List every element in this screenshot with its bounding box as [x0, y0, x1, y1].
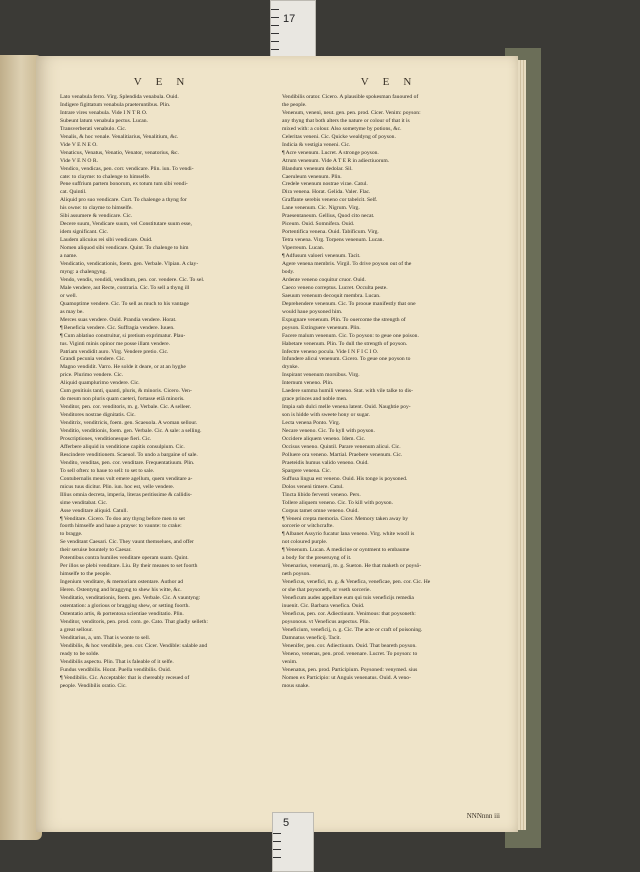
dictionary-line: Nomen ex Participio: ut Anguis venenatus. Ouid. A veno-	[282, 674, 411, 681]
dictionary-line: the people.	[282, 101, 307, 108]
dictionary-line: Transverberati venabulo. Cic.	[60, 125, 127, 132]
dictionary-line: cat. Quintil.	[60, 189, 87, 196]
dictionary-line: Occidere aliquem veneno. Idem. Cic.	[282, 435, 366, 442]
dictionary-line: Venditor, pen. cor. venditoris, m. g. Verbale. Cic. A selleer.	[60, 404, 192, 411]
dictionary-line: venim.	[282, 658, 298, 665]
dictionary-line: Venaticus, Venatus, Venatio, Venator, venatorius, &c.	[60, 149, 179, 156]
dictionary-line: as may be.	[60, 308, 84, 315]
dictionary-line: Laedere summa humili veneno. Stat. with vile talke to dis-	[282, 388, 413, 395]
dictionary-line: ¶ Venenum. Lucan. A medicine or oyntment to embaume	[282, 547, 410, 554]
dictionary-line: tus. Viginti minis opinor me posse illam vendere.	[60, 340, 171, 347]
signature-mark: NNNnnn iii	[466, 812, 500, 820]
dictionary-line: ¶ Acre venenum. Lucret. A stronge poyson.	[282, 149, 379, 156]
dictionary-line: Ostentatio artis, & portentosa scientiae venditatio. Plin.	[60, 610, 184, 617]
dictionary-line: people. Vendibilis oratio. Cic.	[60, 682, 127, 689]
dictionary-line: Celeritas veneni. Cic. Quicke wealdyng of poyson.	[282, 133, 396, 140]
dictionary-line: Veneficus, venefici, m. g. & Venefica, veneficae, pen. cor. Cic. He	[282, 579, 431, 586]
dictionary-line: Ingenium venditare, & memoriam ostentare. Author ad	[60, 579, 184, 586]
dictionary-line: Lato venabula ferro. Virg. Splendida venabula. Ouid.	[60, 94, 179, 100]
dictionary-line: Deprehendere venenum. Cic. To prooue manifestly that one	[282, 300, 416, 307]
dictionary-line: Venditrix, venditricis, foem. gen. Scaeuola. A woman sellour.	[60, 420, 198, 427]
dictionary-line: Indigere figittatum venabula praeteruntibus. Plin.	[60, 101, 171, 108]
dictionary-line: would haue poysoned him.	[282, 308, 343, 315]
dictionary-line: Subeunt latum venabula pectus. Lucan.	[60, 117, 148, 124]
dictionary-line: Habetare venenum. Plin. To dull the strength of poyson.	[282, 340, 408, 347]
dictionary-line: Venditarius, a, um. That is wonte to sell.	[60, 634, 151, 641]
dictionary-line: idem significant. Cic.	[60, 229, 109, 236]
dictionary-line: micus tuus dicitur. Plin. iun. hoc est, velle vendere.	[60, 483, 175, 490]
dictionary-line: Vide V E N E O.	[60, 141, 98, 148]
dictionary-line: Laudem alicuius rei sibi vendicare. Ouid.	[60, 237, 153, 244]
dictionary-line: a body for the preseruyng of it.	[282, 555, 352, 562]
dictionary-line: Expugnare venenum. Plin. To ouercome the strength of	[282, 316, 406, 323]
dictionary-line: Pene suffrium partem bonorum, ex totum tum sibi vendi-	[60, 181, 188, 188]
dictionary-line: Necare veneno. Cic. To kyll with poyson.	[282, 428, 375, 435]
dictionary-line: Proscriptiones, venditionesque fieri. Cic.	[60, 435, 152, 442]
dictionary-line: Polluere ora veneno. Martial. Praebere venenum. Cic.	[282, 451, 403, 458]
dictionary-line: Fundus vendibilis. Horat. Puella vendibilis. Ouid.	[60, 666, 172, 673]
dictionary-line: Lane venenum. Cic. Nigrum. Virg.	[282, 205, 360, 212]
dictionary-line: Saeuum venenum decoquit membra. Lucan.	[282, 292, 381, 299]
dictionary-line: Graffante serebis veneno cor tabelcit. Self.	[282, 197, 378, 204]
dictionary-line: Atrum venenum. Vide A T E R in adiectiuorum.	[282, 157, 390, 164]
dictionary-line: not coloured purple.	[282, 539, 328, 546]
dictionary-line: Portentifica venena. Ouid. Tabificum. Virg.	[282, 229, 379, 236]
dictionary-line: or she that poysoneth, or vseth sorcerie.	[282, 587, 371, 594]
dictionary-line: Tollere aliquem veneno. Cic. To kill with poyson.	[282, 499, 393, 506]
right-column	[282, 76, 504, 690]
dictionary-line: Sibi assumere & vendicare. Cic.	[60, 213, 133, 220]
dictionary-line: Occisus veneno. Quintil. Parare venenum alicui. Cic.	[282, 443, 401, 450]
ruler-top-label: 17	[283, 13, 296, 25]
dictionary-line: Dira venena. Horat. Gelida. Valer. Flac.	[282, 189, 371, 196]
dictionary-line: Facere malum venenum. Cic. To poyson: to geue one poison.	[282, 332, 419, 339]
dictionary-line: Vendo, vendis, vendidi, venditum, pen. cor. vendere. Cic. To sel.	[60, 276, 205, 283]
dictionary-line: Internum veneno. Plin.	[282, 380, 334, 387]
dictionary-line: Cum genitiuis tanti, quanti, pluris, & minoris. Cicero. Ven-	[60, 388, 192, 395]
dictionary-line: their seruise bountely to Caesar.	[60, 547, 132, 554]
dictionary-line: Heren. Ostentyng and braggyng to shew his witte, &c.	[60, 587, 182, 594]
dictionary-line: Caeco veneno correptus. Lucret. Occulta peste.	[282, 284, 388, 291]
dictionary-line: Tetra venena. Virg. Torpens venenum. Lucan.	[282, 237, 384, 244]
dictionary-line: a name.	[60, 253, 78, 260]
dictionary-line: Nomen aliquod sibi vendicare. Quint. To chalenge to him	[60, 245, 189, 252]
dictionary-line: Se venditant Caesari. Cic. They vaunt themselues, and offer	[60, 539, 194, 546]
dictionary-line: Afferbere aliquid in venditione capitis consulpium. Cic.	[60, 443, 185, 450]
dictionary-line: ¶ Vendibilis. Cic. Acceptable: that is chereably receued of	[60, 674, 190, 681]
dictionary-line: Vendibilis aspectu. Plin. That is faleable of it selfe.	[60, 658, 174, 665]
measuring-ruler-bottom	[272, 812, 314, 872]
dictionary-line: Vendibilis, & hoc vendibile, pen. cor. Cicer. Vendible: salable and	[60, 642, 208, 649]
dictionary-line: Merces suas vendere. Ouid. Prandia vendere. Horat.	[60, 316, 177, 323]
dictionary-line: Venditores nostrae dignitatis. Cic.	[60, 412, 136, 419]
dictionary-line: Contubernalis meus vult emere agellum, quem venditare a-	[60, 475, 193, 482]
dictionary-line: Vendito, venditas, pen. cor. venditare. Frequentatiuum. Plin.	[60, 459, 195, 466]
dictionary-line: Praeteidis humus valido veneno. Ouid.	[282, 459, 369, 466]
dictionary-line: cate: to clayme: to chalenge to himselfe.	[60, 173, 151, 180]
dictionary-line: Lecta venena Ponto. Virg.	[282, 420, 341, 427]
dictionary-line: foorth himselfe and haue a prayse: to vaunte: to crake:	[60, 523, 182, 530]
dictionary-line: Grandi pecunia vendere. Cic.	[60, 356, 126, 363]
dictionary-line: Caeruleum venenum. Plin.	[282, 173, 342, 180]
dictionary-line: Venenatus, pen. prod. Participium. Poysoned: venymed. sius	[282, 666, 418, 673]
dictionary-line: Per illos se plebi venditare. Liu. By their meanes to set foorth	[60, 563, 198, 570]
dictionary-line: price. Plurimo vendere. Cic.	[60, 372, 124, 379]
dictionary-line: do meum non pluris quam caeteri, fortasse etiã minoris.	[60, 396, 185, 403]
dictionary-line: to bragge.	[60, 531, 83, 538]
dictionary-line: ready to be solde.	[60, 650, 100, 657]
dictionary-line: Aliquid quamplurimo vendere. Cic.	[60, 380, 140, 387]
dictionary-line: body.	[282, 268, 295, 275]
dictionary-line: neth poyson.	[282, 571, 311, 578]
dictionary-line: To sell often: to haue to sell: to set to sale.	[60, 467, 155, 474]
dictionary-line: Veneficum audes appellare eum qui tuis veneficijs remedia	[282, 595, 414, 602]
dictionary-line: Venenifer, pen. cor. Adiectiuum. Ouid. That beareth poyson.	[282, 642, 417, 649]
dictionary-line: Illius omnia decreta, imperia, literas peritissime & callidis-	[60, 491, 192, 498]
dictionary-line: drynke.	[282, 364, 299, 371]
dictionary-line: Impia sub dulci melle venena latent. Ouid. Naughtie poy-	[282, 404, 411, 411]
dictionary-line: poysonous. vt Veneficus aspectus. Plin.	[282, 618, 370, 625]
dictionary-line: Venenarius, venenarij, m. g. Sueton. He that maketh or poysō-	[282, 563, 422, 570]
left-running-head: VEN	[133, 76, 199, 88]
dictionary-line: Quamoptime vendere. Cic. To sell as much to his vantage	[60, 300, 189, 307]
dictionary-line: Viperreum. Lucan.	[282, 245, 325, 252]
dictionary-line: Male vendere, aut Recte, contraria. Cic. To sell a thyng ill	[60, 284, 190, 291]
dictionary-line: mous snake.	[282, 682, 310, 689]
dictionary-line: Vendicatio, vendicationis, foem. gen. Verbale. Vlpian. A clay-	[60, 261, 199, 268]
dictionary-line: ¶ Venditare. Cicero. To doo any thyng before men to set	[60, 515, 185, 522]
dictionary-line: Infectre veneno pocula. Vide I N F I C I O.	[282, 348, 379, 355]
dictionary-line: Praesentaneum. Gellius, Quod cito necat.	[282, 213, 375, 220]
dictionary-line: ¶ Beneficia vendere. Cic. Suffragia vendere. Iuuen.	[60, 324, 175, 331]
dictionary-line: Vide V E N O R.	[60, 157, 98, 164]
dictionary-line: Magno vendidit. Varro. He solde it deare, or at an hyghe	[60, 364, 186, 371]
left-column	[60, 76, 272, 690]
dictionary-line: Patriam vendidit auro. Virg. Vendere pretio. Cic.	[60, 348, 169, 355]
dictionary-line: Venditio, venditionis, foem. gen. Verbale. Cic. A sale: a selling.	[60, 428, 202, 435]
dictionary-line: Rescindere venditionem. Scaeuol. To undo a bargaine of sale.	[60, 451, 198, 458]
dictionary-line: Agere venena membris. Virgil. To drive poyson out of the	[282, 261, 412, 268]
dictionary-line: inuenit. Cic. Barbara venefica. Ouid.	[282, 603, 365, 609]
dictionary-line: Venalis, & hoc venale. Venalitiarius, Venalitium, &c.	[60, 133, 179, 140]
dictionary-line: sime venditabat. Cic.	[60, 499, 108, 506]
dictionary-line: poyson. Extinguere venenum. Plin.	[282, 324, 361, 331]
dictionary-line: Vendibilis orator. Cicero. A plausible spokesman fauoured of	[282, 94, 419, 100]
right-running-head: VEN	[360, 76, 426, 88]
dictionary-line: son is hidde with sweete hony or sugar.	[282, 412, 370, 419]
book-page	[36, 56, 518, 832]
left-column-entries	[60, 94, 272, 690]
page-block-edge	[518, 60, 526, 830]
dictionary-line: a great sellour.	[60, 626, 93, 633]
dictionary-line: Veneno, venenas, pen. prod. venenare. Lucret. To poyson: to	[282, 650, 418, 657]
dictionary-line: grace princes and noble men.	[282, 396, 348, 403]
dictionary-line: Suffusa lingua est veneno. Ouid. His tonge is poysoned.	[282, 475, 408, 482]
dictionary-line: sorcerie or witchcrafte.	[282, 523, 334, 530]
dictionary-line: Vendico, vendicas, pen. corr. vendicare. Plin. iun. To vendi-	[60, 165, 194, 172]
right-column-entries	[282, 94, 504, 690]
dictionary-line: ¶ Albanet Assyrio fucatur lana veneno. Virg. white wooll is	[282, 531, 415, 538]
dictionary-line: Damnatus veneficij. Tacit.	[282, 634, 341, 641]
dictionary-line: ¶ Adfusum valoeri venenum. Tacit.	[282, 253, 361, 260]
dictionary-line: Tincta libido ferventi veneno. Pers.	[282, 491, 361, 498]
dictionary-line: any thyng that both alters the nature or colour of that it is	[282, 117, 410, 124]
dictionary-line: Aliquid pro suo vendicare. Curt. To chalenge a thyng for	[60, 197, 187, 204]
dictionary-line: Veneficus, pen. cor. Adiectiuum. Venimous: that poysoneth:	[282, 610, 416, 617]
dictionary-line: Piceum. Ouid. Somnifera. Ouid.	[282, 221, 355, 228]
dictionary-line: Dolos veneni timere. Catul.	[282, 483, 344, 490]
dictionary-line: mixed with: a colour. Also sometyme by potions, &c.	[282, 125, 402, 132]
dictionary-line: Indicia & vestigia veneni. Cic.	[282, 141, 351, 148]
dictionary-line: Decere suum, Vendicare suum, vel Constitutare suum esse,	[60, 221, 192, 228]
dictionary-line: Credele venenum nostrae virae. Catul.	[282, 181, 368, 188]
dictionary-line: ostentation: a glorious or bragging shew, or setting foorth.	[60, 603, 190, 609]
dictionary-line: Spargere venena. Cic.	[282, 467, 331, 474]
dictionary-line: Venditor, venditoris, pen. prod. com. ge. Cato. That gladly selleth:	[60, 618, 208, 625]
dictionary-line: Asse venditare aliquid. Catull.	[60, 507, 128, 514]
dictionary-line: ¶ Veneni crepta memoria. Cicer. Memory taken away by	[282, 515, 409, 522]
dictionary-line: Ardente veneno coquitur cruor. Ouid.	[282, 276, 366, 283]
dictionary-line: himselfe to the people.	[60, 571, 111, 578]
dictionary-line: Corpus tamet omne veneno. Ouid.	[282, 507, 359, 514]
measuring-ruler-top	[270, 0, 316, 64]
dictionary-line: Veneficium, veneficij, n. g. Cic. The acte or craft of poisoning.	[282, 626, 423, 633]
dictionary-line: Blandum venenum dedolar. Sil.	[282, 165, 353, 172]
dictionary-line: or well.	[60, 292, 78, 299]
dictionary-line: Intrare vires venabula. Vide I N T R O.	[60, 109, 148, 116]
dictionary-line: his owne: to clayme to himselfe.	[60, 205, 133, 212]
dictionary-line: Venditatio, venditationis, foem. gen. Verbale. Cic. A vauntyng:	[60, 595, 201, 602]
ruler-bottom-label: 5	[283, 817, 290, 829]
dictionary-line: Venenum, veneni, neut. gen. pen. prod. Cicer. Venim: poyson:	[282, 109, 421, 116]
dictionary-line: Potentibus contra humiles venditare operam suam. Quint.	[60, 555, 189, 562]
dictionary-line: Infundere alicui venenum. Cicero. To geue one poyson to	[282, 356, 411, 363]
dictionary-line: Inspirant venenum morsibus. Virg.	[282, 372, 360, 379]
dictionary-line: myng: a chalengyng.	[60, 268, 107, 275]
dictionary-line: ¶ Cum ablatiuo construitur, si pretium exprimatur. Plau-	[60, 332, 186, 339]
